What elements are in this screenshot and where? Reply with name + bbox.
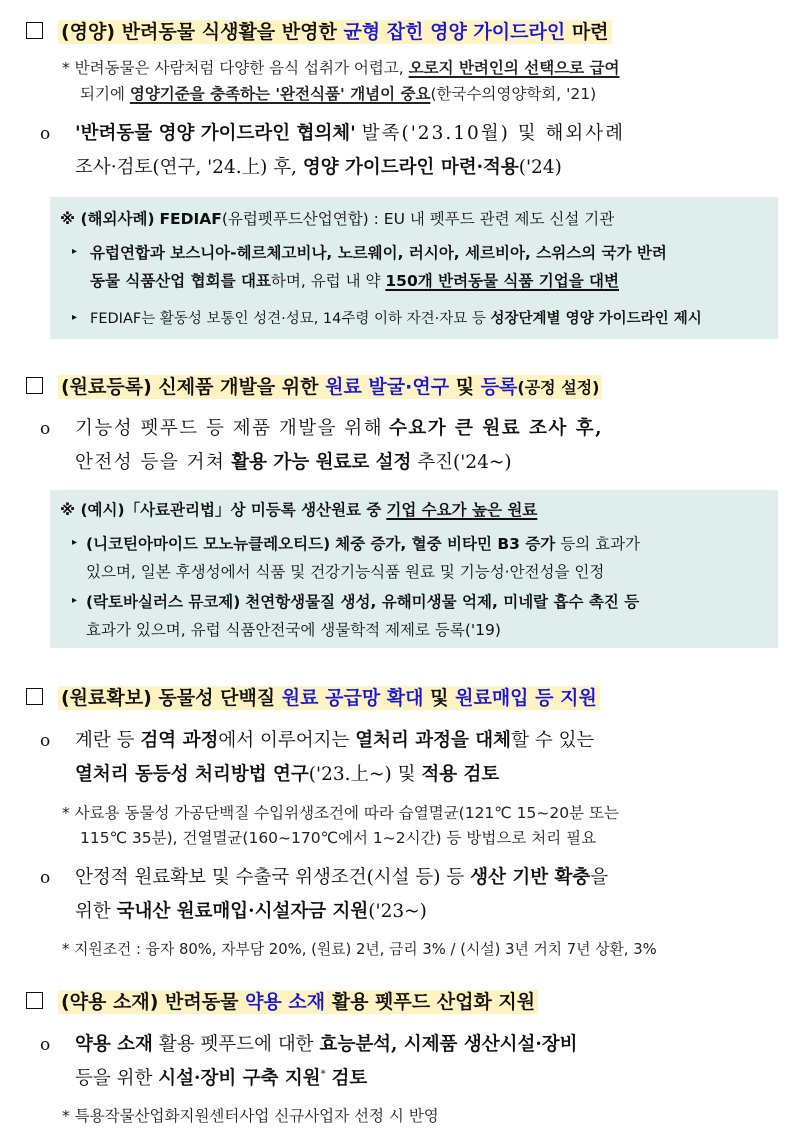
bullet-circle: o (40, 868, 51, 888)
heading-text: 동물성 단백질 (158, 687, 276, 709)
section-checkbox-medicinal-materials (26, 992, 43, 1009)
bullet-emphasis: 영양 가이드라인 마련·적용 (302, 157, 519, 178)
callout-item-emphasis: 체중 증가, 혈중 비타민 B3 증가 (335, 535, 556, 553)
bullet-plain: 을 (590, 867, 609, 888)
section-checkbox-ingredient-registration (26, 377, 43, 394)
bullet-emphasis: 적용 검토 (421, 764, 500, 785)
footnote (62, 938, 657, 959)
heading-text: (공정 설정) (517, 378, 600, 397)
heading-text: 신제품 개발을 위한 (158, 376, 319, 398)
bullet-text (75, 903, 427, 922)
footnote-emphasis: 영양기준을 충족하는 '완전식품' 개념이 중요 (129, 85, 431, 103)
callout-item (86, 590, 639, 612)
bullet-emphasis: 열처리 과정을 대체 (355, 730, 512, 751)
heading-emphasis: 원료 발굴·연구 (325, 376, 450, 398)
heading-highlight (58, 20, 612, 44)
bullet-plain: 할 수 있는 (511, 730, 595, 751)
bullet-circle: o (40, 731, 51, 751)
callout-text: (유럽펫푸드산업연합) : EU 내 펫푸드 관련 제도 신설 기관 (221, 210, 615, 228)
bullet-plain: 기능성 펫푸드 등 제품 개발을 위해 (75, 418, 384, 439)
bullet-plain: ('23.上~) 및 (308, 764, 416, 785)
callout-item-emphasis: (니코틴아마이드 모노뉴클레오티드) (86, 535, 331, 553)
callout-heading (60, 207, 614, 229)
callout-item-text: 유럽연합과 보스니아-헤르체고비나, 노르웨이, 러시아, 세르비아, 스위스의 국가 반려 (90, 244, 667, 262)
callout-item-text: FEDIAF는 활동성 보통인 성견·성묘, 14주령 이하 자견·자묘 등 (90, 311, 486, 327)
bullet-emphasis: 국내산 원료매입·시설자금 지원 (116, 901, 369, 922)
footnote (62, 56, 619, 78)
callout-org: FEDIAF (159, 210, 222, 228)
callout-item (90, 241, 667, 263)
callout-heading (60, 498, 537, 520)
footnote (62, 801, 619, 823)
bullet-plain: 안전성 등을 거쳐 (75, 452, 226, 473)
bullet-plain: 안정적 원료확보 및 수출국 위생조건 (75, 867, 367, 888)
footnote (62, 1104, 439, 1126)
callout-tag: ※ (해외사례) (60, 210, 155, 228)
callout-item-text: 하며, 유럽 내 약 (270, 272, 381, 290)
bullet-emphasis: 수요가 큰 원료 조사 후, (389, 418, 604, 439)
callout-item-emphasis: (락토바실러스 뮤코제) (86, 593, 241, 611)
callout-item (90, 307, 702, 328)
heading-text: 및 (455, 376, 475, 398)
callout-tag: ※ (예시)「사료관리법」상 미등록 생산원료 중 (60, 501, 382, 519)
bullet-circle: o (40, 124, 51, 144)
heading-text: 반려동물 (165, 991, 239, 1013)
section-checkbox-ingredient-supply (26, 688, 43, 705)
callout-emphasis: 기업 수요가 높은 원료 (386, 501, 538, 519)
bullet-text (75, 454, 512, 473)
bullet-plain: 등 (446, 867, 465, 888)
bullet-emphasis: 시설·장비 구축 지원 (158, 1068, 321, 1090)
heading-emphasis: 균형 잡힌 영양 가이드라인 (343, 21, 566, 43)
section-tag: (영양) (61, 21, 116, 43)
section-heading-ingredient-registration (58, 372, 602, 399)
triangle-bullet-icon: ▸ (72, 246, 78, 257)
section-tag: (원료확보) (61, 687, 152, 709)
footnote-text: * 특용작물산업화지원센터사업 신규사업자 선정 시 반영 (62, 1107, 439, 1125)
bullet-emphasis: 열처리 동등성 처리방법 연구 (75, 764, 309, 785)
bullet-plain: 계란 등 (75, 730, 135, 751)
callout-item (90, 269, 619, 291)
heading-emphasis: 원료매입 등 지원 (455, 687, 597, 709)
bullet-circle: o (40, 1035, 51, 1055)
footnote-text: * 반려동물은 사람처럼 다양한 음식 섭취가 어렵고, (62, 59, 404, 77)
callout-item (86, 560, 604, 582)
footnote-text: 되기에 (80, 85, 125, 103)
heading-emphasis: 약용 소재 (245, 991, 326, 1013)
section-heading-medicinal-materials (58, 987, 538, 1014)
bullet-text (75, 732, 594, 751)
bullet-plain: ('23~) (368, 901, 427, 922)
section-heading-nutrition (58, 17, 612, 44)
callout-item-emphasis: 성장단계별 영양 가이드라인 제시 (490, 311, 702, 327)
callout-item-text: 등의 효과가 (560, 535, 641, 553)
section-tag: (원료등록) (61, 376, 152, 398)
callout-item-text: 효과가 있으며, 유럽 식품안전국에 생물학적 제제로 등록('19) (86, 621, 501, 639)
heading-text: 반려동물 식생활을 반영한 (121, 21, 337, 43)
bullet-plain: 활용 펫푸드에 대한 (158, 1034, 314, 1055)
bullet-emphasis: 효능분석, 시제품 생산시설·장비 (319, 1034, 578, 1055)
callout-box-examples (50, 490, 778, 648)
bullet-plain: 등을 위한 (75, 1068, 153, 1090)
bullet-text (75, 420, 603, 439)
bullet-plain: 조사·검토(연구, '24.上) 후, (75, 157, 297, 178)
heading-highlight (58, 990, 538, 1014)
callout-item-emphasis: 동물 식품산업 협회를 대표 (90, 272, 271, 290)
bullet-plain: 추진('24~) (417, 452, 512, 473)
section-checkbox-nutrition (26, 22, 43, 39)
bullet-emphasis: 활용 가능 원료로 설정 (231, 452, 412, 473)
callout-item (86, 532, 640, 554)
bullet-text (75, 869, 608, 888)
heading-text: 활용 펫푸드 산업화 지원 (331, 991, 536, 1013)
footnote-marker: * (320, 1069, 326, 1080)
bullet-text (75, 159, 562, 178)
bullet-emphasis: 생산 기반 확충 (470, 867, 591, 888)
bullet-emphasis: 검역 과정 (140, 730, 219, 751)
bullet-text (75, 1070, 367, 1089)
heading-text: 마련 (571, 21, 609, 43)
bullet-plain: ('24) (518, 157, 562, 178)
triangle-bullet-icon: ▸ (72, 537, 78, 548)
triangle-bullet-icon: ▸ (72, 595, 78, 606)
footnote-text: * 사료용 동물성 가공단백질 수입위생조건에 따라 습열멸균(121℃ 15~20분 또는 (62, 804, 619, 822)
bullet-plain: 발족('23.10월) 및 해외사례 (361, 123, 625, 144)
heading-emphasis: 원료 공급망 확대 (281, 687, 424, 709)
bullet-text (75, 125, 625, 144)
heading-text: 및 (430, 687, 449, 709)
bullet-emphasis: 검토 (331, 1068, 368, 1090)
bullet-text (75, 766, 499, 785)
footnote-emphasis: 오로지 반려인의 선택으로 급여 (408, 59, 620, 77)
callout-item (86, 618, 501, 640)
callout-box-overseas-case (50, 197, 778, 339)
bullet-text (75, 1036, 578, 1055)
section-heading-ingredient-supply (58, 683, 600, 710)
triangle-bullet-icon: ▸ (72, 312, 78, 323)
footnote (80, 826, 596, 848)
bullet-plain: 에서 이루어지는 (218, 730, 350, 751)
heading-highlight (58, 686, 600, 710)
callout-item-emphasis: 150개 반려동물 식품 기업을 대변 (385, 272, 620, 290)
footnote-text: * 지원조건 : 융자 80%, 자부담 20%, (원료) 2년, 금리 3% / (시설) 3년 거치 7년 상환, 3% (62, 941, 657, 958)
footnote-source: (한국수의영양학회, '21) (430, 85, 597, 103)
footnote (80, 82, 596, 104)
bullet-emphasis: 약용 소재 (75, 1034, 153, 1055)
heading-highlight (58, 375, 602, 399)
section-tag: (약용 소재) (61, 991, 159, 1013)
heading-emphasis: 등록 (480, 376, 518, 398)
callout-item-text: 있으며, 일본 후생성에서 식품 및 건강기능식품 원료 및 기능성·안전성을 인정 (86, 563, 605, 581)
bullet-circle: o (40, 419, 51, 439)
footnote-text: 115℃ 35분), 건열멸균(160~170℃에서 1~2시간) 등 방법으로 처리 필요 (80, 829, 597, 847)
bullet-emphasis: '반려동물 영양 가이드라인 협의체' (75, 123, 356, 144)
callout-item-emphasis: 천연항생물질 생성, 유해미생물 억제, 미네랄 흡수 촉진 등 (245, 593, 640, 611)
bullet-plain: (시설 등) (366, 867, 441, 888)
bullet-plain: 위한 (75, 901, 111, 922)
